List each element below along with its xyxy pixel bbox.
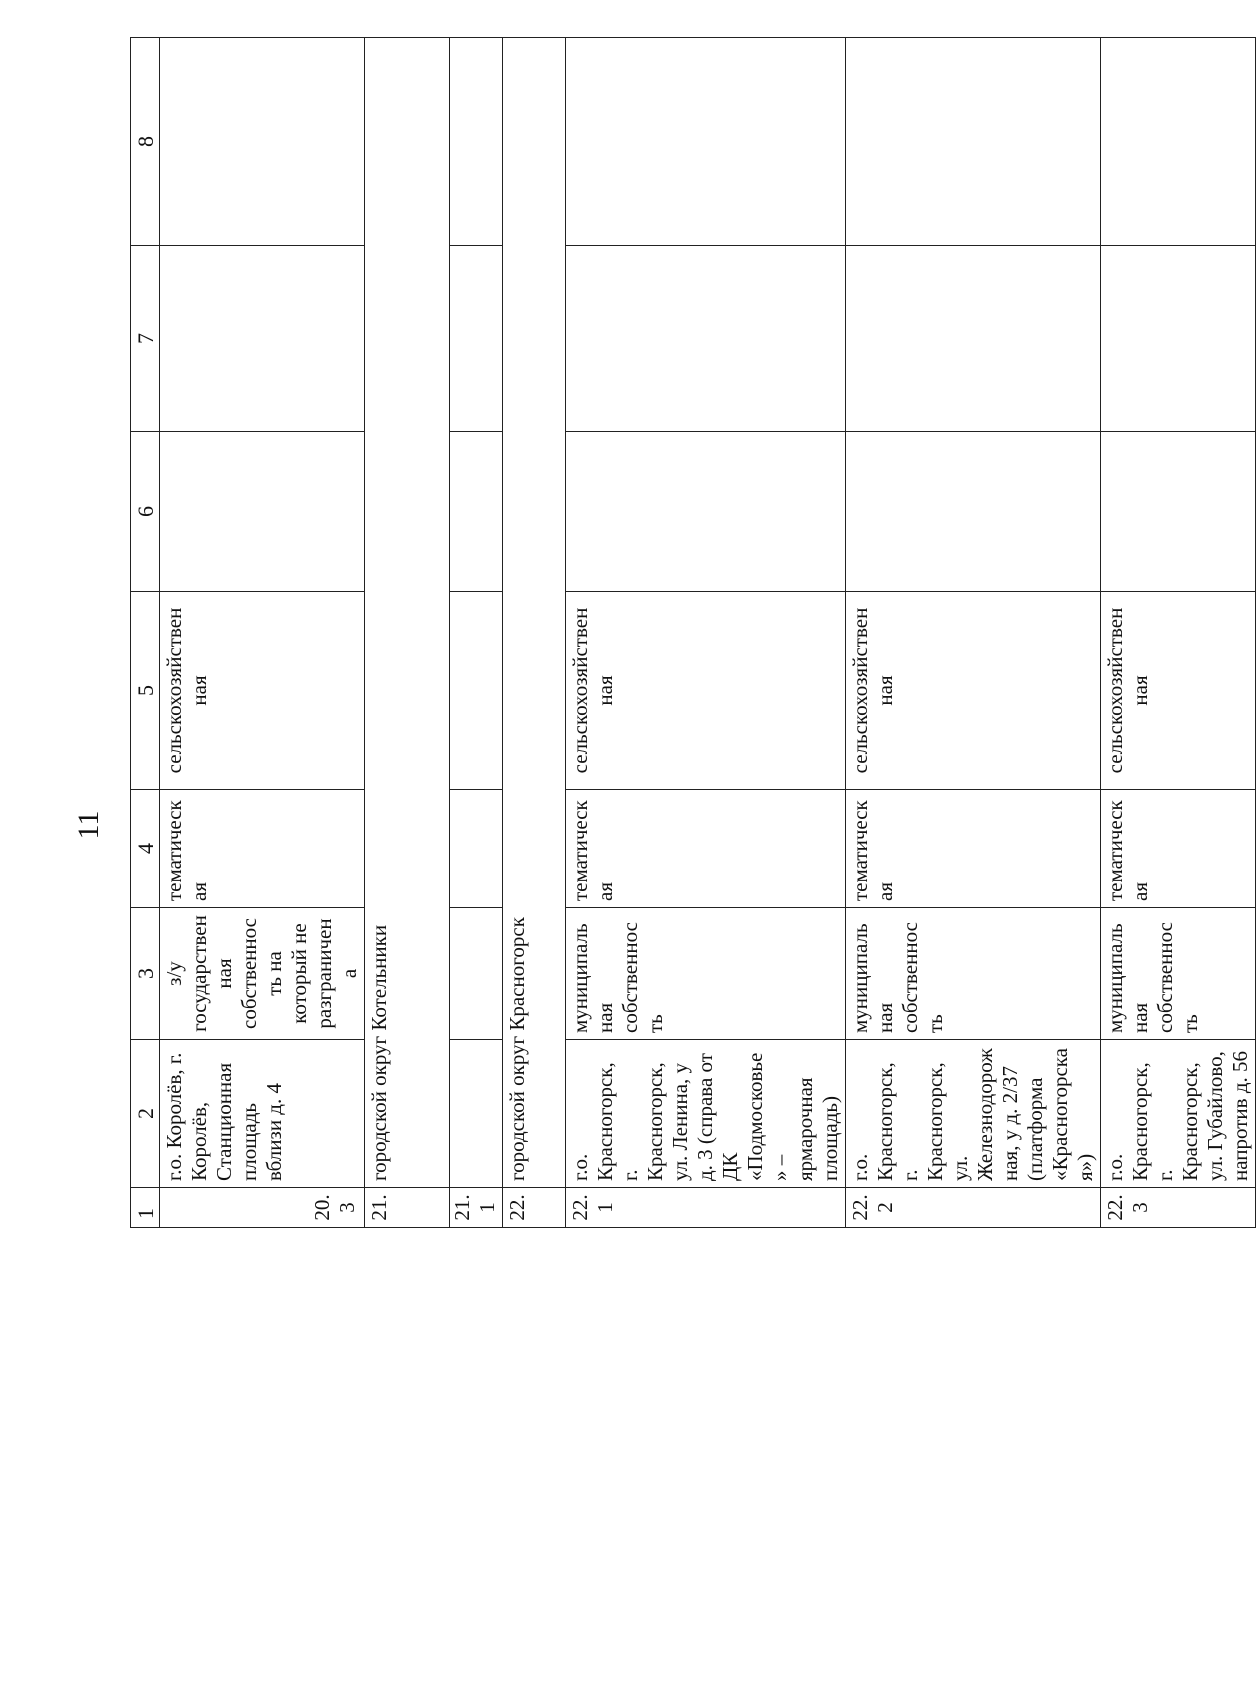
section-row [503, 38, 566, 1228]
col-header-5: 5 [131, 592, 160, 790]
section-title: городской округ Красногорск [503, 38, 566, 1188]
empty-cell [846, 38, 1101, 246]
table-row [846, 38, 1101, 1228]
col-header-2: 2 [131, 1040, 160, 1188]
rotated-table-container [130, 38, 1252, 1228]
table-row [160, 38, 365, 1228]
empty-cell [1101, 246, 1256, 432]
ownership-cell: муниципальная собственность [566, 908, 846, 1040]
empty-cell [450, 790, 503, 908]
empty-cell [450, 246, 503, 432]
row-number: 21. [365, 1188, 450, 1228]
section-row [365, 38, 450, 1228]
col-header-4: 4 [131, 790, 160, 908]
specialization-cell: сельскохозяйствен ная [160, 592, 365, 790]
table-header-row [131, 38, 160, 1228]
ownership-cell: муниципальная собственность [846, 908, 1101, 1040]
col-header-6: 6 [131, 432, 160, 592]
empty-cell [566, 38, 846, 246]
table-row [1101, 38, 1256, 1228]
page-number: 11 [72, 810, 105, 840]
row-number: 22.1 [566, 1188, 846, 1228]
empty-cell [450, 38, 503, 246]
empty-cell [1101, 38, 1256, 246]
col-header-8: 8 [131, 38, 160, 246]
row-number: 20.3 [160, 1188, 365, 1228]
empty-cell [846, 432, 1101, 592]
empty-cell [450, 908, 503, 1040]
empty-cell [160, 38, 365, 246]
empty-cell [566, 432, 846, 592]
specialization-cell: сельскохозяйствен ная [846, 592, 1101, 790]
empty-cell [450, 432, 503, 592]
col-header-1: 1 [131, 1188, 160, 1228]
ownership-cell: з/у государственная собственность на который не разграничена [160, 908, 365, 1040]
empty-cell [450, 1040, 503, 1188]
empty-cell [450, 592, 503, 790]
address-cell: г.о. Красногорск, г. Красногорск, ул. Ленина, у д. 3 (справа от ДК «Подмосковье» – ярмарочная площадь) [566, 1040, 846, 1188]
address-cell: г.о. Красногорск, г. Красногорск, ул. Губайлово, напротив д. 56 [1101, 1040, 1256, 1188]
col-header-7: 7 [131, 246, 160, 432]
ownership-cell: муниципальная собственность [1101, 908, 1256, 1040]
specialization-cell: сельскохозяйствен ная [566, 592, 846, 790]
table-row [566, 38, 846, 1228]
row-number: 22.3 [1101, 1188, 1256, 1228]
address-cell: г.о. Красногорск, г. Красногорск, ул. Железнодорожная, у д. 2/37 (платформа «Красногорская») [846, 1040, 1101, 1188]
fair-locations-table [130, 37, 1256, 1228]
fair-type-cell: тематическая [566, 790, 846, 908]
empty-cell [846, 246, 1101, 432]
empty-cell [566, 246, 846, 432]
empty-cell [1101, 432, 1256, 592]
row-number: 22.2 [846, 1188, 1101, 1228]
fair-type-cell: тематическая [160, 790, 365, 908]
empty-cell [160, 246, 365, 432]
empty-cell [160, 432, 365, 592]
specialization-cell: сельскохозяйствен ная [1101, 592, 1256, 790]
address-cell: г.о. Королёв, г. Королёв, Станционная площадь вблизи д. 4 [160, 1040, 365, 1188]
fair-type-cell: тематическая [846, 790, 1101, 908]
table-row [450, 38, 503, 1228]
col-header-3: 3 [131, 908, 160, 1040]
section-title: городской округ Котельники [365, 38, 450, 1188]
fair-type-cell: тематическая [1101, 790, 1256, 908]
row-number: 21.1 [450, 1188, 503, 1228]
row-number: 22. [503, 1188, 566, 1228]
